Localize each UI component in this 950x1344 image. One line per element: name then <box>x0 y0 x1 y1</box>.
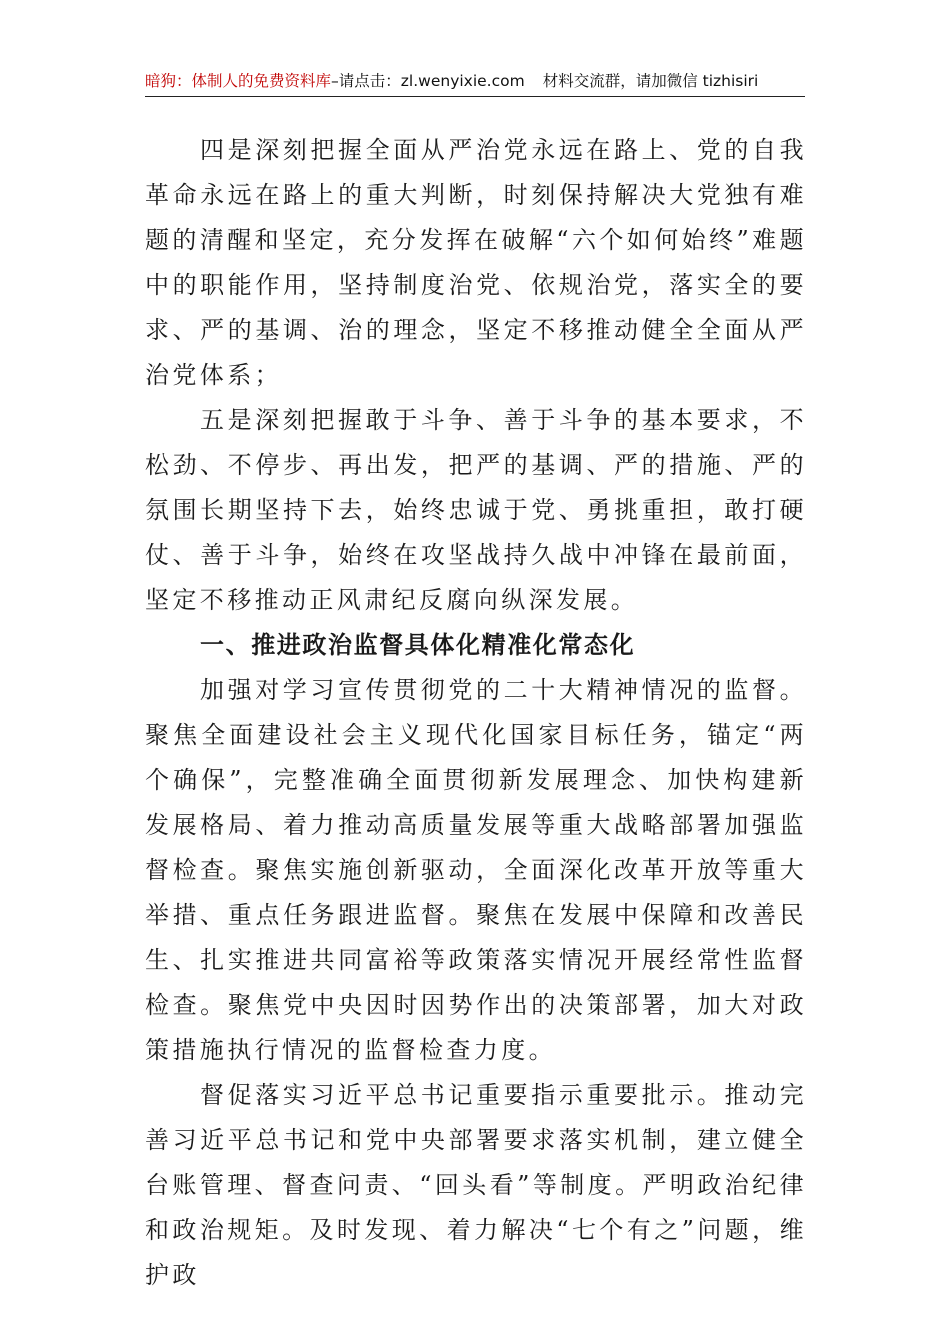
header-click-prefix: –请点击： <box>331 72 401 90</box>
paragraph-instructions-implementation: 督促落实习近平总书记重要指示重要批示。推动完善习近平总书记和党中央部署要求落实机制，建立健全台账管理、督查问责、“回头看”等制度。严明政治纪律和政治规矩。及时发现、着力解决“七个有之”问题，维护政 <box>145 1081 807 1289</box>
section-heading-one: 一、推进政治监督具体化精准化常态化 <box>200 631 636 659</box>
page-header <box>145 66 805 96</box>
header-url-link[interactable]: zl.wenyixie.com <box>400 72 525 90</box>
paragraph-five: 五是深刻把握敢于斗争、善于斗争的基本要求，不松劲、不停步、再出发，把严的基调、严的措施、严的氛围长期坚持下去，始终忠诚于党、勇挑重担，敢打硬仗、善于斗争，始终在攻坚战持久战中冲锋在最前面，坚定不移推动正风肃纪反腐向纵深发展。 <box>145 406 807 614</box>
header-wechat-text: 材料交流群，请加微信 tizhisiri <box>542 72 759 90</box>
paragraph-political-supervision: 加强对学习宣传贯彻党的二十大精神情况的监督。聚焦全面建设社会主义现代化国家目标任务，锚定“两个确保”，完整准确全面贯彻新发展理念、加快构建新发展格局、着力推动高质量发展等重大战略部署加强监督检查。聚焦实施创新驱动，全面深化改革开放等重大举措、重点任务跟进监督。聚焦在发展中保障和改善民生、扎实推进共同富裕等政策落实情况开展经常性监督检查。聚焦党中央因时因势作出的决策部署，加大对政策措施执行情况的监督检查力度。 <box>145 676 807 1064</box>
header-site-name: 暗狗：体制人的免费资料库 <box>145 72 332 90</box>
document-body <box>145 128 807 1298</box>
paragraph-four: 四是深刻把握全面从严治党永远在路上、党的自我革命永远在路上的重大判断，时刻保持解决大党独有难题的清醒和坚定，充分发挥在破解“六个如何始终”难题中的职能作用，坚持制度治党、依规治党，落实全的要求、严的基调、治的理念，坚定不移推动健全全面从严治党体系； <box>145 136 807 389</box>
header-divider <box>145 96 805 97</box>
